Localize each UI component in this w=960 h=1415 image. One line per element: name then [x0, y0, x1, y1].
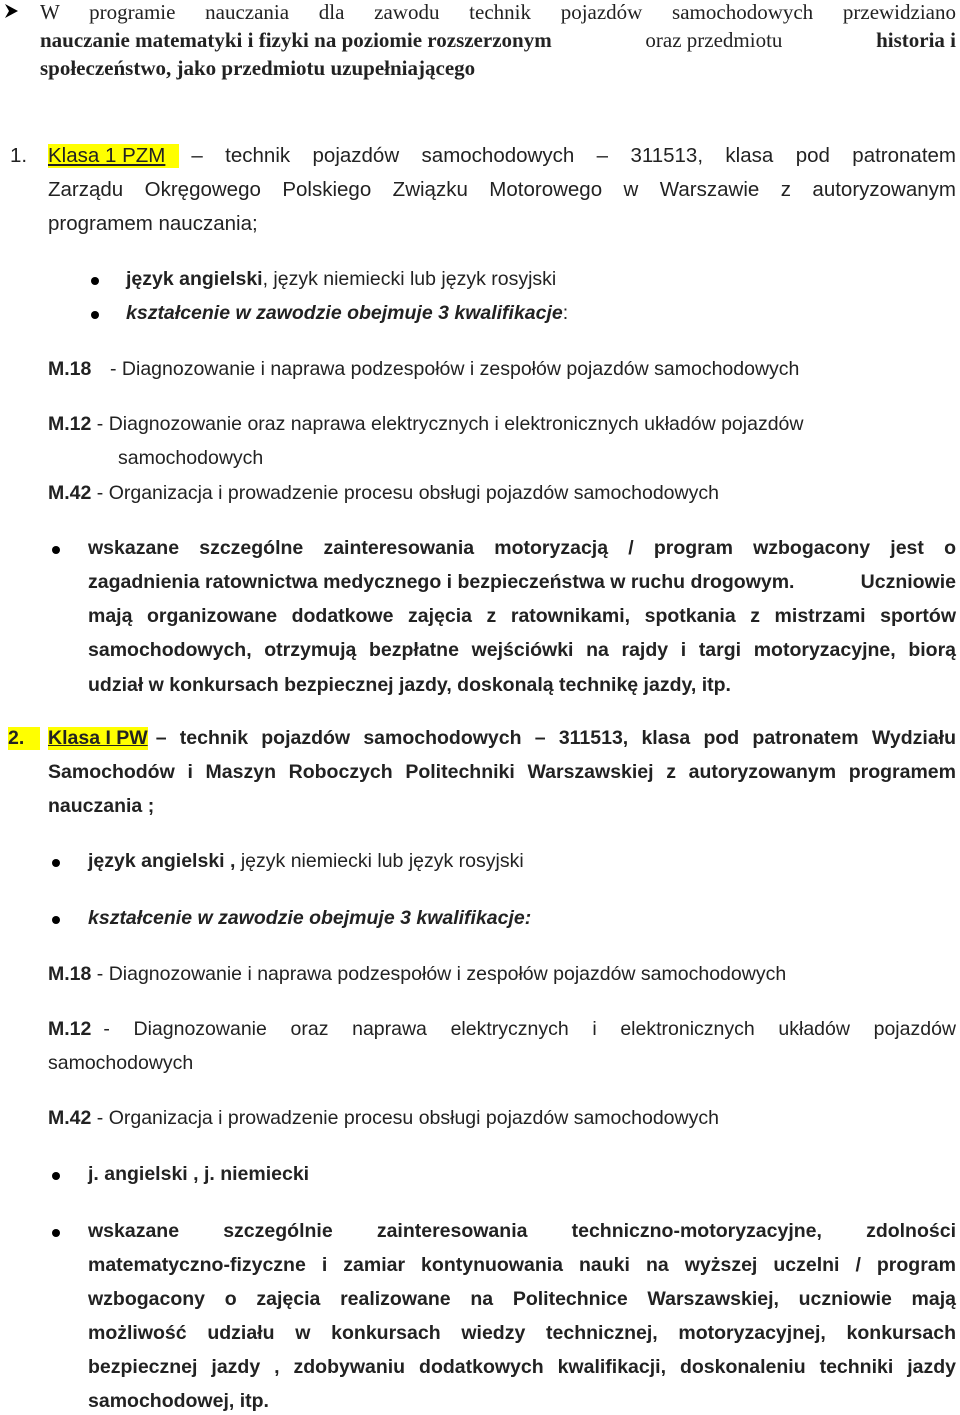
class2-lang-bold: język angielski , — [88, 850, 236, 872]
class2-lang-rest: język niemiecki lub język rosyjski — [240, 850, 524, 872]
bullet-icon — [52, 1229, 60, 1237]
qual-code: M.12 — [48, 1018, 92, 1040]
class2-languages-short: j. angielski , j. niemiecki — [88, 1163, 310, 1185]
intro-line-3: społeczeństwo, jako przedmiotu uzupełniającego — [40, 56, 476, 80]
qual-code: M.42 — [48, 1107, 92, 1129]
bullet-icon — [52, 916, 60, 924]
qual-text: - Organizacja i prowadzenie procesu obsługi pojazdów samochodowych — [96, 482, 719, 504]
class1-label: Klasa 1 PZM — [48, 144, 179, 168]
class1-heading — [10, 144, 956, 168]
qual-text: - Organizacja i prowadzenie procesu obsługi pojazdów samochodowych — [96, 1107, 719, 1129]
class1-languages — [126, 268, 556, 291]
class2-qual-m12-cont: samochodowych — [48, 1052, 194, 1074]
class1-note-line-2 — [88, 571, 956, 594]
class2-note-line-2: matematyczno-fizyczne i zamiar kontynuowania nauki na wyższej uczelni / program — [88, 1254, 956, 1276]
class1-qual-m12 — [48, 413, 803, 436]
class2-title-line-3: nauczania ; — [48, 795, 155, 817]
class1-note-line-4: samochodowych, otrzymują bezpłatne wejściówki na rajdy i targi motoryzacyjne, biorą — [88, 639, 956, 661]
class2-qual-m12 — [48, 1018, 956, 1041]
qual-text: - Diagnozowanie i naprawa podzespołów i zespołów pojazdów samochodowych — [96, 963, 787, 985]
class2-note-line-6: samochodowej, itp. — [88, 1390, 269, 1412]
class1-qual-m42 — [48, 482, 719, 505]
class2-note-line-3: wzbogacony o zajęcia realizowane na Politechnice Warszawskiej, uczniowie mają — [88, 1288, 956, 1310]
class2-note-line-4: możliwość udziału w konkursach wiedzy technicznej, motoryzacyjnej, konkursach — [88, 1322, 956, 1344]
class1-title-line-3: programem nauczania; — [48, 212, 258, 235]
class2-languages — [88, 850, 524, 873]
class1-qual-m18 — [48, 358, 799, 381]
class2-number: 2. — [8, 727, 40, 750]
intro-bold-math-physics: nauczanie matematyki i fizyki na poziomie rozszerzonym — [40, 28, 552, 52]
bullet-icon — [91, 277, 99, 285]
class1-qual-colon: : — [562, 302, 569, 324]
class1-note-text: zagadnienia ratownictwa medycznego i bezpieczeństwa w ruchu drogowym. — [88, 571, 795, 593]
class1-lang-bold: język angielski — [126, 268, 263, 290]
class1-number: 1. — [10, 144, 28, 167]
intro-line-1: W programie nauczania dla zawodu technik pojazdów samochodowych przewidziano — [40, 0, 956, 24]
class2-title: – technik pojazdów samochodowych – 311513, klasa pod patronatem Wydziału — [155, 727, 956, 749]
qual-code: M.42 — [48, 482, 92, 504]
class2-note-line-5: bezpiecznej jazdy , zdobywaniu dodatkowych kwalifikacji, doskonaleniu techniki jazdy — [88, 1356, 956, 1378]
class1-note-line-1: wskazane szczególne zainteresowania motoryzacją / program wzbogacony jest o — [88, 537, 956, 559]
intro-bold-history: historia i — [876, 28, 956, 52]
class2-qual-m42 — [48, 1107, 719, 1130]
class1-title-line-2: Zarządu Okręgowego Polskiego Związku Motorowego w Warszawie z autoryzowanym — [48, 178, 956, 201]
qual-code: M.18 — [48, 963, 92, 985]
bullet-icon — [52, 859, 60, 867]
class1-lang-rest: , język niemiecki lub język rosyjski — [262, 268, 557, 290]
class2-qual-m18 — [48, 963, 786, 986]
qual-text: - Diagnozowanie oraz naprawa elektrycznych i elektronicznych układów pojazdów — [103, 1018, 956, 1040]
arrow-bullet-icon — [2, 2, 20, 20]
bullet-icon — [52, 1172, 60, 1180]
class1-note-text: Uczniowie — [860, 571, 956, 593]
class1-note-line-5: udział w konkursach bezpiecznej jazdy, doskonalą technikę jazdy, itp. — [88, 674, 731, 696]
class1-qualifications-intro — [126, 302, 568, 325]
class1-title: – technik pojazdów samochodowych – 311513, klasa pod patronatem — [191, 144, 956, 167]
qual-text: - Diagnozowanie i naprawa podzespołów i zespołów pojazdów samochodowych — [110, 358, 800, 380]
class2-label: Klasa I PW — [48, 727, 148, 749]
class1-qual-m12-cont: samochodowych — [118, 447, 264, 469]
class2-title-line-2: Samochodów i Maszyn Roboczych Politechniki Warszawskiej z autoryzowanym programem — [48, 761, 956, 783]
class1-note-line-3: mają organizowane dodatkowe zajęcia z ratownikami, spotkania z mistrzami sportów — [88, 605, 956, 627]
qual-text: - Diagnozowanie oraz naprawa elektrycznych i elektronicznych układów pojazdów — [96, 413, 804, 435]
qual-code: M.12 — [48, 413, 92, 435]
qual-code: M.18 — [48, 358, 92, 380]
class1-qual-text: kształcenie w zawodzie obejmuje 3 kwalifikacje — [126, 302, 563, 324]
bullet-icon — [91, 311, 99, 319]
bullet-icon — [52, 546, 60, 554]
class2-heading — [8, 727, 956, 750]
intro-line-2 — [40, 28, 956, 53]
class2-note-line-1: wskazane szczególnie zainteresowania techniczno-motoryzacyjne, zdolności — [88, 1220, 956, 1242]
intro-normal-text: oraz przedmiotu — [645, 28, 783, 52]
class2-qualifications-intro: kształcenie w zawodzie obejmuje 3 kwalifikacje: — [88, 907, 532, 929]
